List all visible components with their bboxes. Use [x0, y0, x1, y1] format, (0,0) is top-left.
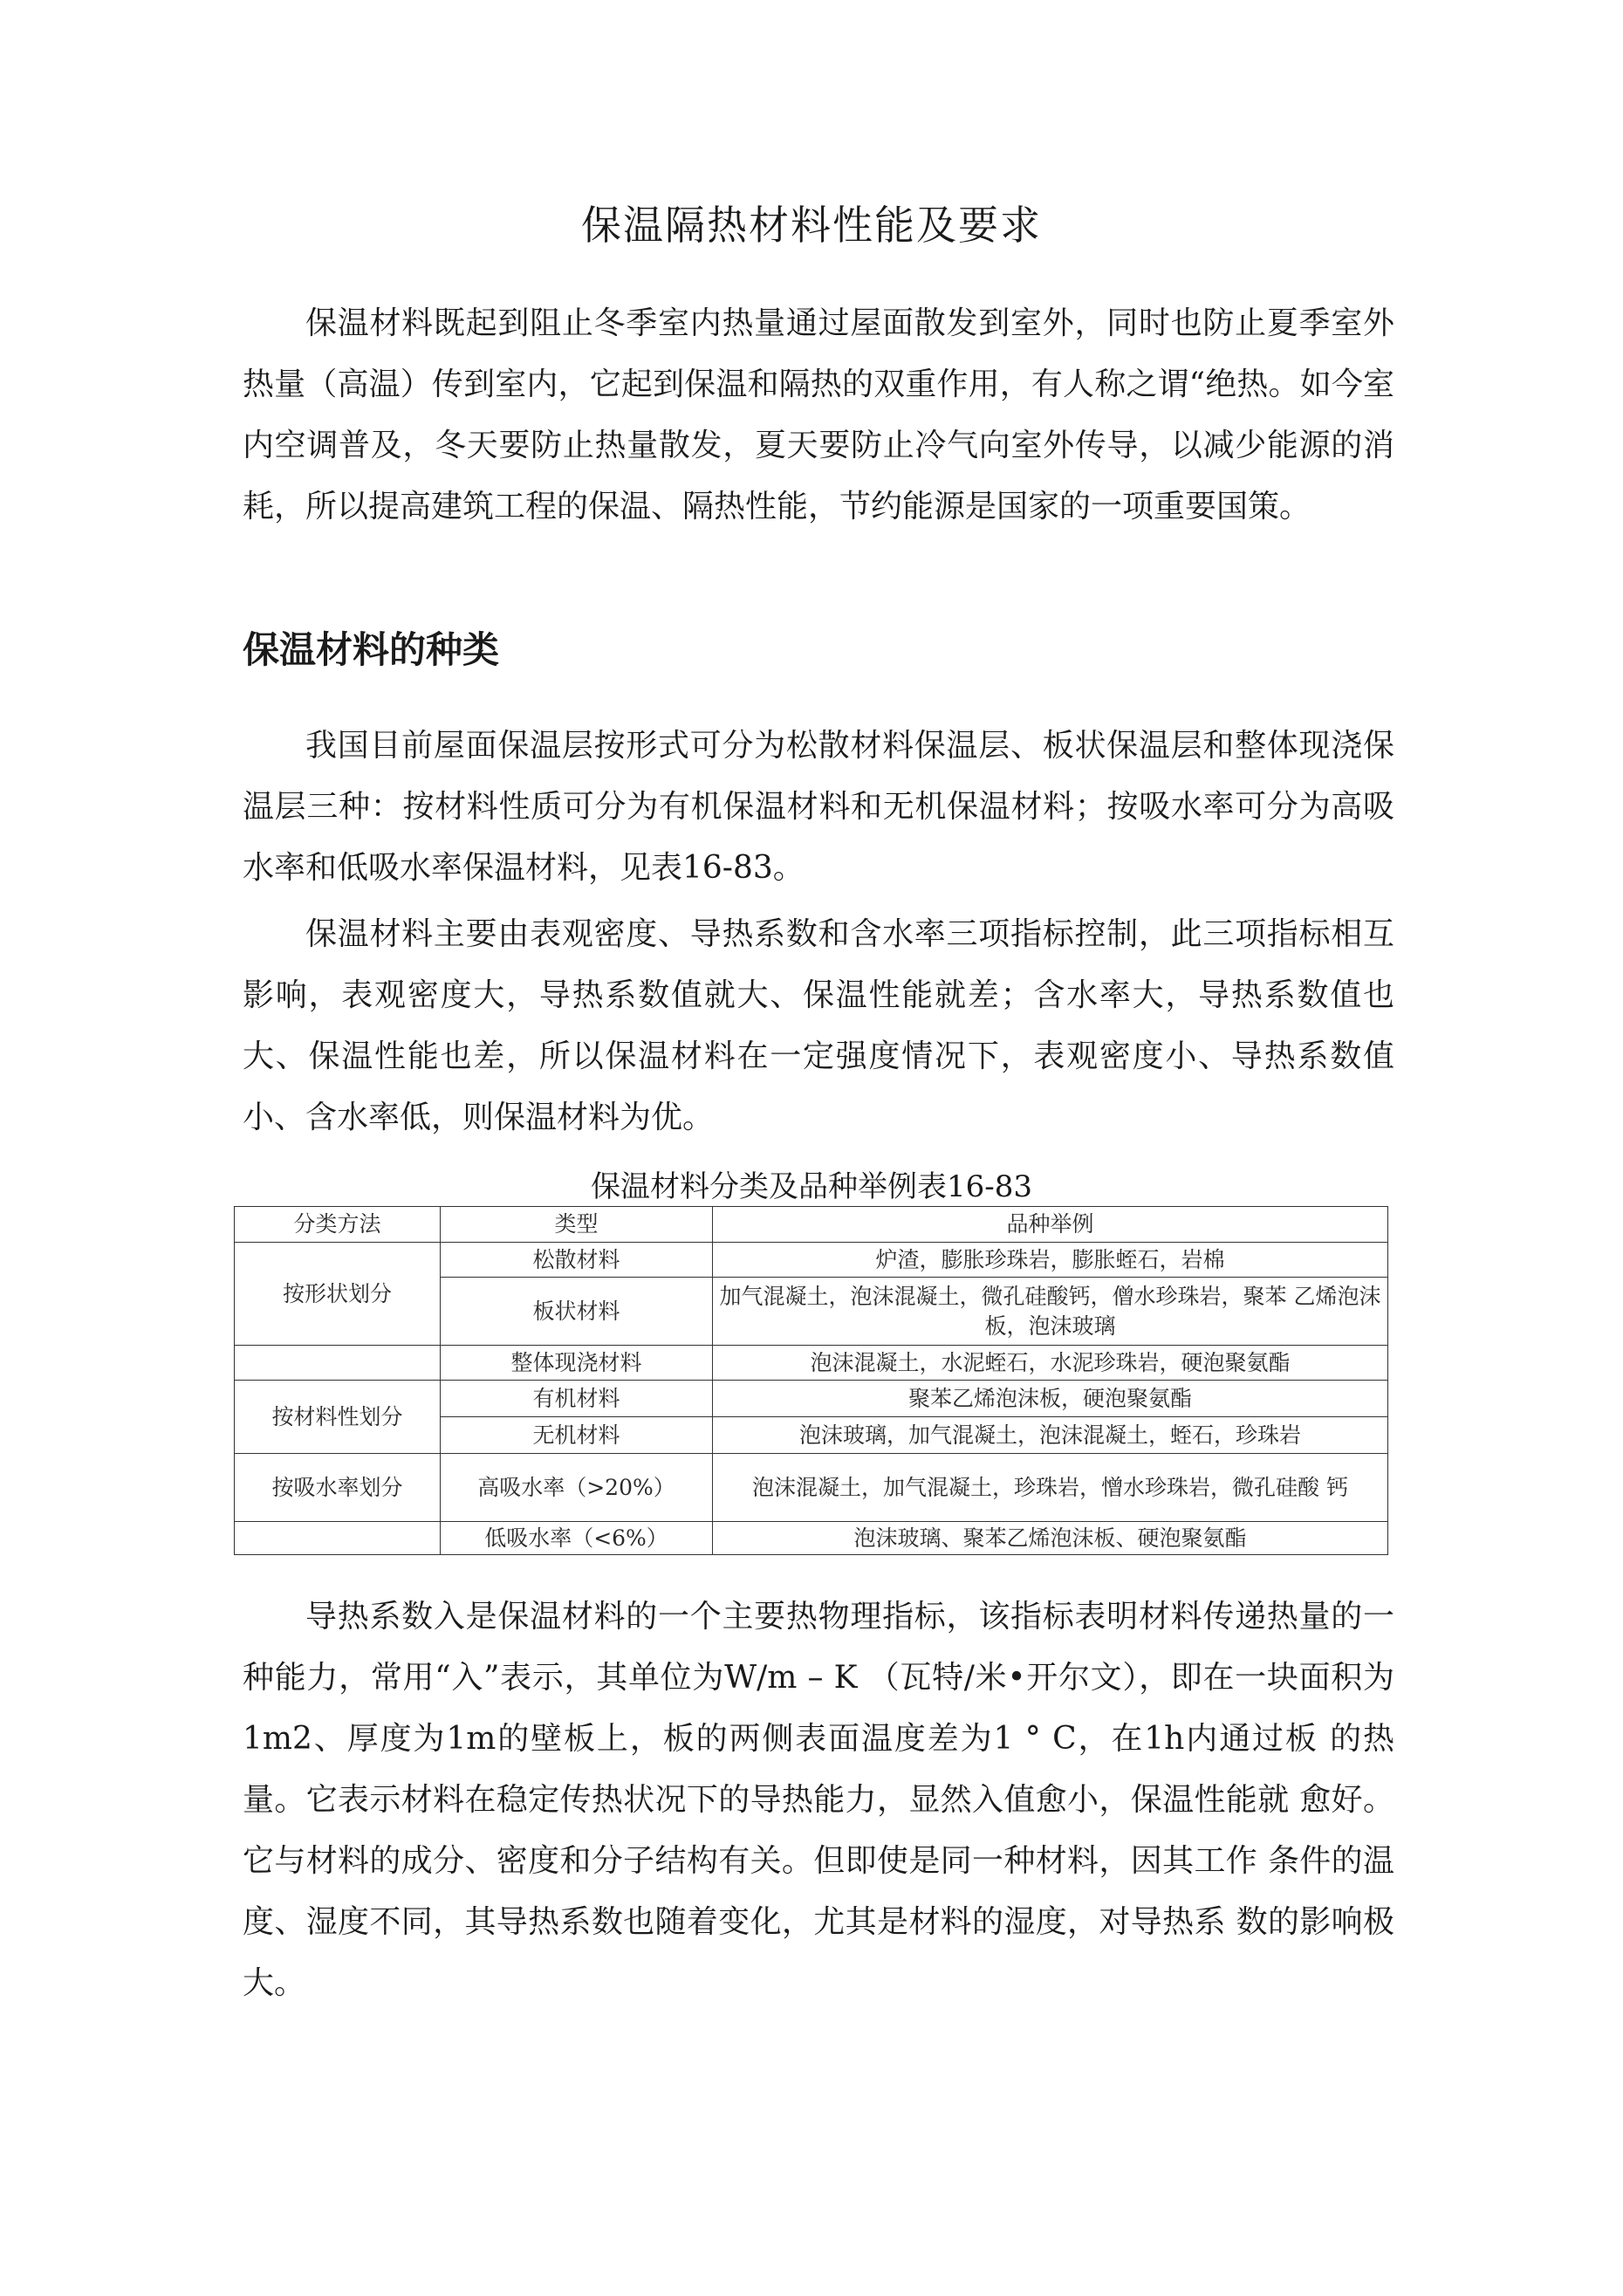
section-heading: 保温材料的种类: [243, 628, 500, 671]
examples-cell: 聚苯乙烯泡沫板，硬泡聚氨酯: [713, 1381, 1388, 1417]
category-cell: 按形状划分: [235, 1243, 441, 1346]
type-cell: 松散材料: [441, 1243, 713, 1278]
intro-paragraph: 保温材料既起到阻止冬季室内热量通过屋面散发到室外，同时也防止夏季室外热量（高温）传到室内，它起到保温和隔热的双重作用，有人称之谓“绝热。如今室内空调普及，冬天要防止热量散发，夏天要防止冷气向室外传导，以减少能源的消耗，所以提高建筑工程的保温、隔热性能，节约能源是国家的一项重要国策。: [243, 305, 1394, 524]
table-header-row: [235, 1207, 1388, 1243]
column-header: 分类方法: [235, 1207, 441, 1243]
examples-cell: 炉渣，膨胀珍珠岩，膨胀蛭石，岩棉: [713, 1243, 1388, 1278]
type-cell: 无机材料: [441, 1417, 713, 1454]
table-row: [235, 1381, 1388, 1417]
type-cell: 高吸水率（>20%）: [441, 1454, 713, 1522]
category-cell: 按材料性划分: [235, 1381, 441, 1454]
column-header: 类型: [441, 1207, 713, 1243]
table-row: [235, 1454, 1388, 1522]
type-cell: 整体现浇材料: [441, 1346, 713, 1381]
examples-cell: 泡沫混凝土，加气混凝土，珍珠岩，憎水珍珠岩，微孔硅酸 钙: [713, 1454, 1388, 1522]
document-title: 保温隔热材料性能及要求: [581, 202, 1042, 249]
category-cell: 按吸水率划分: [235, 1454, 441, 1522]
types-paragraph: 我国目前屋面保温层按形式可分为松散材料保温层、板状保温层和整体现浇保温层三种：按材料性质可分为有机保温材料和无机保温材料；按吸水率可分为高吸水率和低吸水率保温材料，见表16-83。: [243, 728, 1394, 886]
conductivity-paragraph: 导热系数入是保温材料的一个主要热物理指标，该指标表明材料传递热量的一种能力，常用“入”表示，其单位为W/m – K （瓦特/米•开尔文），即在一块面积为1m2、厚度为1m的壁板上，板的两侧表面温度差为1 ° C，在1h内通过板 的热量。它表示材料在稳定传热状况下的导热能力，显然入值愈小，保温性能就 愈好。它与材料的成分、密度和分子结构有关。但即使是同一种材料，因其工作 条件的温度、湿度不同，其导热系数也随着变化，尤其是材料的湿度，对导热系 数的影响极大。: [243, 1599, 1394, 2001]
table-row: [235, 1346, 1388, 1381]
examples-cell: 泡沫混凝土，水泥蛭石，水泥珍珠岩，硬泡聚氨酯: [713, 1346, 1388, 1381]
examples-cell: 泡沫玻璃，加气混凝土，泡沫混凝土，蛭石，珍珠岩: [713, 1417, 1388, 1454]
table-caption: 保温材料分类及品种举例表16-83: [590, 1169, 1032, 1204]
classification-table: [234, 1206, 1388, 1555]
type-cell: 板状材料: [441, 1278, 713, 1346]
empty-cell: [235, 1522, 441, 1555]
type-cell: 有机材料: [441, 1381, 713, 1417]
examples-cell: 加气混凝土，泡沫混凝土，微孔硅酸钙，僧水珍珠岩，聚苯 乙烯泡沫板，泡沫玻璃: [713, 1278, 1388, 1346]
column-header: 品种举例: [713, 1207, 1388, 1243]
type-cell: 低吸水率（<6%）: [441, 1522, 713, 1555]
examples-cell: 泡沫玻璃、聚苯乙烯泡沫板、硬泡聚氨酯: [713, 1522, 1388, 1555]
empty-cell: [235, 1346, 441, 1381]
table-row: [235, 1243, 1388, 1278]
indicators-paragraph: 保温材料主要由表观密度、导热系数和含水率三项指标控制，此三项指标相互影响，表观密度大，导热系数值就大、保温性能就差；含水率大，导热系数值也大、保温性能也差，所以保温材料在一定强度情况下，表观密度小、导热系数值小、含水率低，则保温材料为优。: [243, 916, 1394, 1135]
table-row: [235, 1522, 1388, 1555]
